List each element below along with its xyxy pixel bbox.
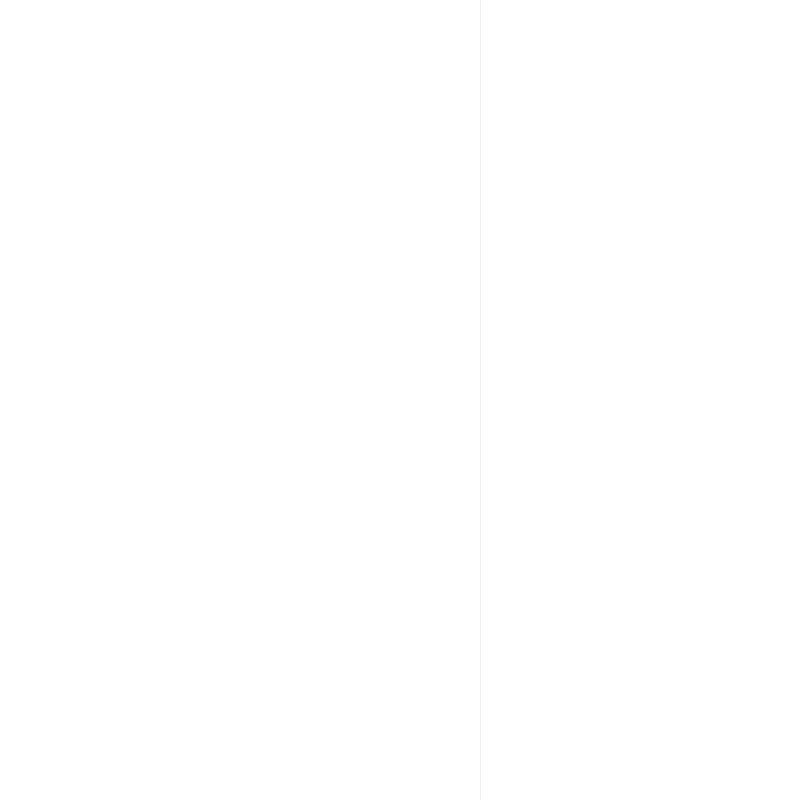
barcode-right <box>779 286 789 404</box>
fold-line <box>480 0 481 800</box>
astrazeneca-symbol-icon <box>771 736 797 762</box>
barcode-left <box>16 198 24 264</box>
